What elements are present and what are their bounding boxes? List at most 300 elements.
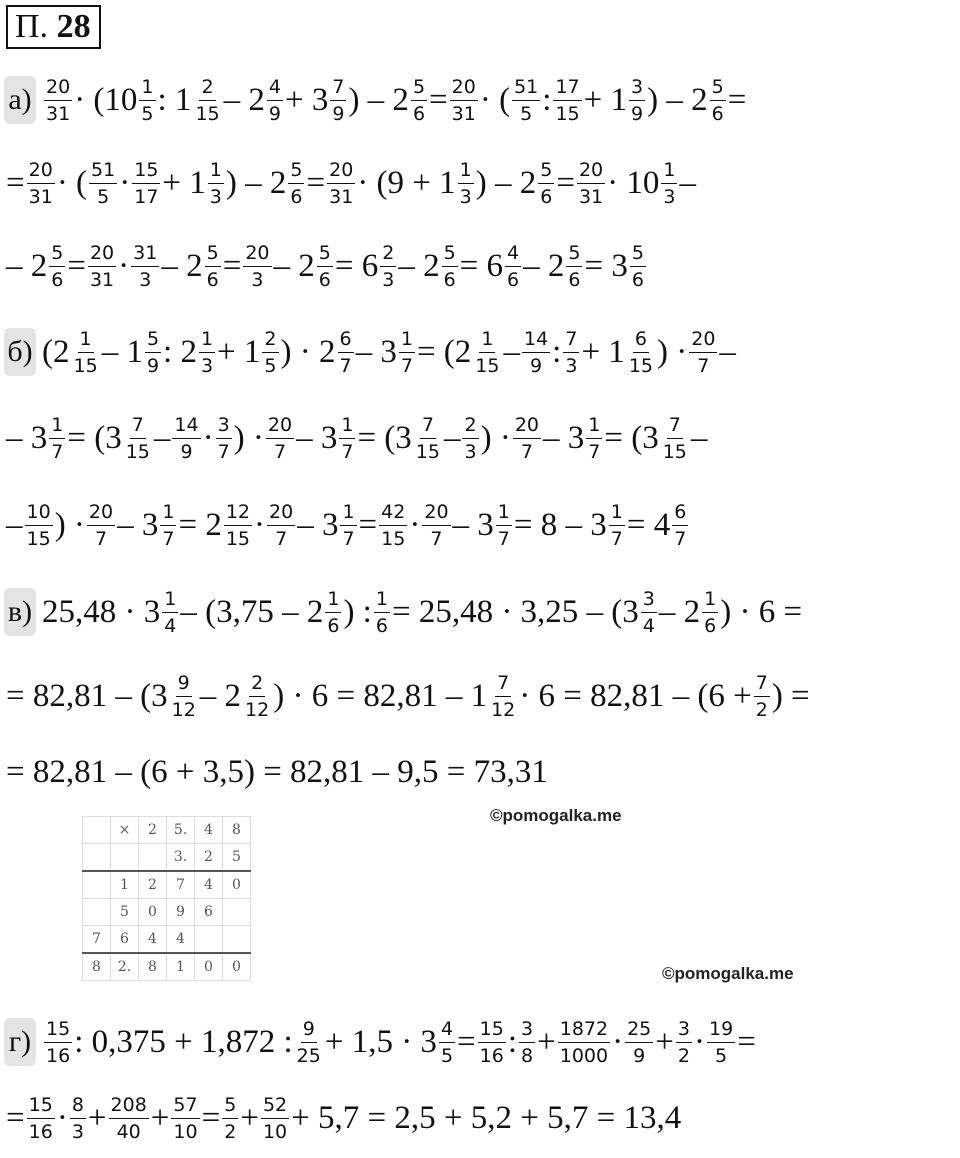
numerator: 52 <box>261 1094 289 1119</box>
denominator: 6 <box>290 185 303 208</box>
expression-text: (2 <box>42 333 70 370</box>
expression-text: · <box>118 247 130 284</box>
multiplication-cell <box>111 844 139 872</box>
numerator: 1 <box>78 328 94 353</box>
denominator: 17 <box>134 185 159 208</box>
numerator: 20 <box>327 159 355 184</box>
denominator: 10 <box>173 1120 198 1143</box>
numerator: 15 <box>132 159 160 184</box>
fraction <box>145 328 161 377</box>
denominator: 6 <box>704 614 717 637</box>
numerator: 15 <box>44 1018 72 1043</box>
equation-line <box>6 226 648 306</box>
fraction <box>462 414 478 463</box>
multiplication-cell: 1 <box>111 871 139 899</box>
equation-line <box>6 656 810 736</box>
part-label-b: б) <box>4 328 36 376</box>
numerator: 2 <box>249 672 265 697</box>
numerator: 9 <box>176 672 192 697</box>
numerator: 57 <box>171 1094 199 1119</box>
problem-prefix: П. <box>15 8 49 45</box>
expression-text: – 3 <box>6 419 48 456</box>
fraction <box>629 76 645 125</box>
fraction <box>338 328 354 377</box>
fraction <box>442 242 458 291</box>
fraction <box>132 159 160 208</box>
denominator: 6 <box>507 268 520 291</box>
expression-text: = 4 <box>626 506 671 543</box>
denominator: 7 <box>339 354 352 377</box>
fraction <box>72 328 100 377</box>
multiplication-cell: 2. <box>111 953 139 981</box>
fraction <box>131 242 159 291</box>
multiplication-cell: 0 <box>223 871 251 899</box>
denominator: 2 <box>224 1120 237 1143</box>
denominator: 7 <box>217 440 230 463</box>
denominator: 6 <box>327 614 340 637</box>
denominator: 10 <box>262 1120 288 1143</box>
expression-text: : <box>507 1023 518 1060</box>
expression-text: – <box>679 164 696 201</box>
denominator: 9 <box>146 354 160 377</box>
numerator: 2 <box>380 242 396 267</box>
expression-text: ) · <box>233 419 264 456</box>
fraction <box>458 159 474 208</box>
numerator: 1 <box>399 328 415 353</box>
denominator: 3 <box>663 185 676 208</box>
numerator: 3 <box>216 414 232 439</box>
fraction <box>199 328 215 377</box>
numerator: 20 <box>513 414 541 439</box>
numerator: 7 <box>563 328 579 353</box>
equation-line <box>6 143 696 223</box>
denominator: 7 <box>520 440 533 463</box>
denominator: 3 <box>464 440 477 463</box>
multiplication-cell: 6 <box>111 926 139 954</box>
expression-text: · <box>56 1099 68 1136</box>
expression-text: ) · <box>480 419 511 456</box>
multiplication-cell: 4 <box>167 926 195 954</box>
denominator: 9 <box>268 102 281 125</box>
numerator: 3 <box>641 588 657 613</box>
expression-text: + 1 <box>217 333 261 370</box>
expression-text: · <box>409 506 421 543</box>
expression-text: – 3 <box>297 506 339 543</box>
denominator: 3 <box>139 268 152 291</box>
numerator: 1 <box>374 588 390 613</box>
watermark-top: ©pomogalka.me <box>490 806 622 825</box>
numerator: 51 <box>512 76 540 101</box>
denominator: 7 <box>400 354 413 377</box>
denominator: 15 <box>555 102 580 125</box>
multiplication-row <box>83 871 251 899</box>
denominator: 7 <box>497 527 510 550</box>
expression-text: = 2 <box>178 506 222 543</box>
expression-text: ) = <box>771 677 810 714</box>
denominator: 9 <box>631 102 644 125</box>
fraction <box>478 1018 506 1067</box>
numerator: 25 <box>625 1018 653 1043</box>
expression-text: ) · 6 = 82,81 – 1 <box>273 677 488 714</box>
expression-text: – 2 <box>223 81 265 118</box>
denominator: 9 <box>180 440 193 463</box>
expression-text: + <box>537 1023 556 1060</box>
numerator: 1 <box>586 414 602 439</box>
multiplication-cell: 2 <box>195 844 223 872</box>
expression-text: = <box>429 81 448 118</box>
multiplication-cell: 4 <box>139 926 167 954</box>
expression-text: – <box>6 506 23 543</box>
fraction <box>171 1094 199 1143</box>
expression-text: : <box>552 333 562 370</box>
numerator: 5 <box>222 1094 238 1119</box>
expression-text: ) · <box>54 506 85 543</box>
multiplication-row <box>83 926 251 954</box>
multiplication-cell: 0 <box>223 953 251 981</box>
fraction <box>513 414 541 463</box>
numerator: 5 <box>205 242 221 267</box>
multiplication-cell <box>195 926 223 954</box>
fraction <box>689 328 717 377</box>
equation-line <box>6 485 690 565</box>
expression-text: = 8 – 3 <box>513 506 607 543</box>
expression-text: = <box>67 247 86 284</box>
expression-text: – 2 <box>658 593 701 630</box>
fraction <box>70 1094 86 1143</box>
denominator: 3 <box>382 268 395 291</box>
denominator: 31 <box>451 102 476 125</box>
fraction <box>512 76 540 125</box>
fraction <box>267 76 283 125</box>
expression-text: : <box>542 81 552 118</box>
fraction <box>87 501 115 550</box>
numerator: 5 <box>566 242 582 267</box>
denominator: 15 <box>381 527 406 550</box>
numerator: 1 <box>496 501 512 526</box>
part-label-g: г) <box>4 1018 36 1066</box>
expression-text: 25,48 · 3 <box>42 593 161 630</box>
denominator: 5 <box>97 185 110 208</box>
expression-text: · <box>119 164 131 201</box>
denominator: 15 <box>125 440 150 463</box>
numerator: 3 <box>629 76 645 101</box>
denominator: 12 <box>171 698 196 721</box>
denominator: 5 <box>264 354 277 377</box>
denominator: 12 <box>245 698 270 721</box>
denominator: 6 <box>412 102 426 125</box>
numerator: 7 <box>420 414 436 439</box>
denominator: 7 <box>342 527 355 550</box>
fraction <box>25 501 53 550</box>
expression-text: = <box>556 164 575 201</box>
fraction <box>339 414 355 463</box>
fraction <box>519 1018 535 1067</box>
expression-text: = <box>306 164 326 201</box>
fraction <box>317 242 333 291</box>
expression-text: + <box>87 1099 107 1136</box>
fraction <box>109 1094 149 1143</box>
expression-text: = (3 <box>67 419 122 456</box>
numerator: 1 <box>139 76 155 101</box>
fraction <box>577 159 605 208</box>
expression-text: – 2 <box>523 247 565 284</box>
fraction <box>44 76 72 125</box>
numerator: 1 <box>702 588 718 613</box>
equation-line <box>42 1002 756 1082</box>
fraction <box>676 1018 692 1067</box>
expression-text: – 3 <box>355 333 397 370</box>
equation-line <box>42 312 736 392</box>
multiplication-cell <box>83 871 111 899</box>
numerator: 10 <box>25 501 53 526</box>
numerator: 7 <box>495 672 511 697</box>
denominator: 31 <box>46 102 71 125</box>
multiplication-cell: 5. <box>167 817 195 844</box>
numerator: 17 <box>553 76 581 101</box>
fraction <box>707 1018 735 1067</box>
expression-text: ) – 2 <box>225 164 287 201</box>
expression-text: = 25,48 · 3,25 – (3 <box>391 593 639 630</box>
numerator: 15 <box>27 1094 55 1119</box>
denominator: 31 <box>28 185 53 208</box>
fraction <box>208 159 224 208</box>
denominator: 6 <box>443 268 456 291</box>
fraction <box>340 501 356 550</box>
expression-text: · <box>254 506 266 543</box>
numerator: 1 <box>49 414 65 439</box>
expression-text: = (2 <box>416 333 472 370</box>
fraction <box>439 1018 455 1067</box>
expression-text: = 6 <box>459 247 504 284</box>
numerator: 6 <box>338 328 354 353</box>
denominator: 3 <box>565 354 578 377</box>
multiplication-cell <box>223 899 251 926</box>
expression-text: – 2 <box>6 247 48 284</box>
denominator: 15 <box>628 354 653 377</box>
numerator: 14 <box>172 414 200 439</box>
expression-text: ) – 2 <box>647 81 708 118</box>
numerator: 1 <box>458 159 474 184</box>
denominator: 15 <box>662 440 687 463</box>
multiplication-cell <box>83 817 111 844</box>
fraction <box>266 414 294 463</box>
multiplication-row <box>83 817 251 844</box>
denominator: 6 <box>631 268 644 291</box>
denominator: 15 <box>225 527 251 550</box>
denominator: 9 <box>530 354 543 377</box>
denominator: 5 <box>715 1044 728 1067</box>
numerator: 20 <box>87 501 115 526</box>
numerator: 19 <box>707 1018 735 1043</box>
expression-text: + 1,5 · 3 <box>324 1023 437 1060</box>
equation-line <box>42 60 746 140</box>
numerator: 42 <box>379 501 407 526</box>
fraction <box>325 588 341 637</box>
expression-text: = (3 <box>604 419 659 456</box>
denominator: 1000 <box>559 1044 609 1067</box>
expression-text: · <box>202 419 214 456</box>
numerator: 20 <box>266 414 294 439</box>
denominator: 5 <box>440 1044 454 1067</box>
expression-text: + 1 <box>583 81 627 118</box>
numerator: 20 <box>267 501 295 526</box>
fraction <box>661 414 689 463</box>
denominator: 9 <box>633 1044 646 1067</box>
expression-text: = <box>727 81 747 118</box>
expression-text: = <box>6 164 25 201</box>
fraction <box>243 672 271 721</box>
numerator: 5 <box>145 328 161 353</box>
fraction <box>754 672 770 721</box>
denominator: 5 <box>520 102 533 125</box>
fraction <box>399 328 415 377</box>
fraction <box>243 242 271 291</box>
numerator: 31 <box>131 242 159 267</box>
expression-text: + 5,7 = 2,5 + 5,2 + 5,7 = 13,4 <box>291 1099 682 1136</box>
multiplication-cell <box>223 926 251 954</box>
denominator: 7 <box>94 527 108 550</box>
numerator: 1 <box>340 501 356 526</box>
expression-text: · ( <box>479 81 511 118</box>
fraction <box>89 159 117 208</box>
numerator: 7 <box>130 414 146 439</box>
expression-text: + <box>655 1023 674 1060</box>
expression-text: – 3 <box>117 506 159 543</box>
watermark-bottom: ©pomogalka.me <box>662 964 794 983</box>
numerator: 20 <box>88 242 116 267</box>
numerator: 4 <box>439 1018 455 1043</box>
expression-text: · <box>694 1023 705 1060</box>
numerator: 5 <box>442 242 458 267</box>
fraction <box>496 501 512 550</box>
expression-text: · ( <box>56 164 88 201</box>
fraction <box>162 588 178 637</box>
multiplication-cell: 1 <box>167 953 195 981</box>
equation-line <box>6 398 707 478</box>
fraction <box>563 328 579 377</box>
expression-text: ) · <box>657 333 688 370</box>
denominator: 15 <box>26 527 51 550</box>
expression-text: = <box>358 506 378 543</box>
equation-line <box>42 572 802 652</box>
numerator: 1 <box>325 588 341 613</box>
multiplication-cell: 3. <box>167 844 195 872</box>
numerator: 5 <box>49 242 65 267</box>
fraction <box>224 501 252 550</box>
expression-text: = 82,81 – (3 <box>6 677 168 714</box>
expression-text: · (10 <box>74 81 138 118</box>
fraction <box>262 328 278 377</box>
denominator: 7 <box>162 527 175 550</box>
expression-text: + 3 <box>284 81 329 118</box>
denominator: 3 <box>251 268 264 291</box>
fraction <box>49 414 65 463</box>
denominator: 3 <box>200 354 214 377</box>
multiplication-cell: 8 <box>83 953 111 981</box>
expression-text: – (3,75 – 2 <box>180 593 324 630</box>
fraction <box>586 414 602 463</box>
denominator: 25 <box>296 1044 321 1067</box>
numerator: 5 <box>317 242 333 267</box>
fraction <box>414 414 442 463</box>
denominator: 8 <box>521 1044 534 1067</box>
fraction <box>170 672 198 721</box>
denominator: 15 <box>415 440 440 463</box>
fraction <box>558 1018 610 1067</box>
numerator: 20 <box>243 242 271 267</box>
multiplication-cell: 2 <box>139 871 167 899</box>
fraction <box>261 1094 289 1143</box>
expression-text: · 10 <box>607 164 660 201</box>
multiplication-cell: 7 <box>167 871 195 899</box>
multiplication-cell: 7 <box>83 926 111 954</box>
numerator: 7 <box>330 76 346 101</box>
fraction <box>450 76 478 125</box>
numerator: 20 <box>44 76 72 101</box>
expression-text: ) : <box>343 593 372 630</box>
fraction <box>630 242 646 291</box>
expression-text: – 3 <box>543 419 585 456</box>
fraction <box>672 501 688 550</box>
fraction <box>710 76 726 125</box>
denominator: 6 <box>711 102 724 125</box>
fraction <box>489 672 517 721</box>
multiplication-row <box>83 953 251 981</box>
fraction <box>522 328 550 377</box>
numerator: 4 <box>505 242 521 267</box>
problem-number <box>6 5 101 49</box>
expression-text: ) – 2 <box>348 81 409 118</box>
numerator: 20 <box>577 159 605 184</box>
numerator: 20 <box>450 76 478 101</box>
denominator: 40 <box>116 1120 141 1143</box>
multiplication-cell: 2 <box>139 817 167 844</box>
expression-text: · 6 = 82,81 – (6 + <box>519 677 752 714</box>
numerator: 8 <box>70 1094 86 1119</box>
multiplication-cell: 8 <box>139 953 167 981</box>
denominator: 6 <box>206 268 219 291</box>
expression-text: = 3 <box>584 247 628 284</box>
expression-text: – 1 <box>101 333 143 370</box>
numerator: 5 <box>538 159 554 184</box>
denominator: 7 <box>430 527 443 550</box>
expression-text: = <box>737 1023 756 1060</box>
equation-line <box>6 1078 681 1158</box>
denominator: 3 <box>209 185 222 208</box>
expression-text: = (3 <box>357 419 412 456</box>
denominator: 5 <box>141 102 154 125</box>
fraction <box>374 588 390 637</box>
expression-text: · <box>612 1023 624 1060</box>
numerator: 20 <box>27 159 55 184</box>
numerator: 20 <box>689 328 717 353</box>
numerator: 7 <box>754 672 770 697</box>
denominator: 7 <box>588 440 601 463</box>
numerator: 6 <box>633 328 649 353</box>
multiplication-cell: 8 <box>223 817 251 844</box>
fraction <box>641 588 657 637</box>
denominator: 6 <box>540 185 553 208</box>
denominator: 9 <box>332 102 345 125</box>
expression-text: – 2 <box>161 247 203 284</box>
equation-line <box>6 732 548 812</box>
denominator: 7 <box>275 527 288 550</box>
fraction <box>205 242 221 291</box>
expression-text: – 2 <box>199 677 242 714</box>
fraction <box>172 414 200 463</box>
fraction <box>625 1018 653 1067</box>
fraction <box>327 159 355 208</box>
